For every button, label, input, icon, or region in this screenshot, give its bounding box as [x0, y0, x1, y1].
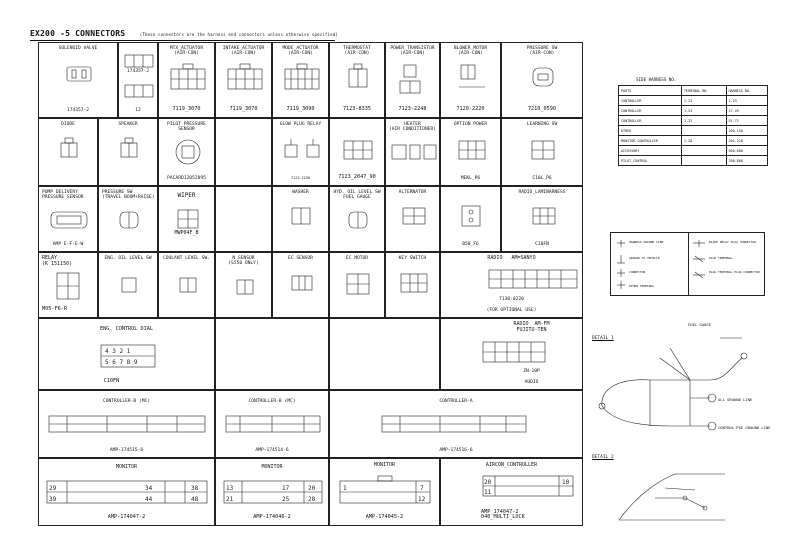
table-cell: 1-23 — [726, 96, 767, 106]
table-header: PARTS — [619, 86, 682, 96]
connector-icon — [455, 63, 489, 97]
cell-coolant-level — [158, 252, 215, 318]
cell-part: C10FN — [103, 378, 120, 385]
title-sub: (These connectors are the harness end connectors unless otherwise specified) — [139, 32, 338, 37]
connector-icon — [346, 207, 370, 233]
cell-monitor-1 — [38, 458, 215, 526]
cell-part: 174357-2 — [126, 69, 150, 74]
table-header-row — [619, 86, 768, 96]
cell-pressure-sw2 — [98, 186, 158, 252]
table-cell: CONTROLLER — [619, 106, 682, 116]
cell-n-sensor — [215, 252, 272, 318]
table-row — [619, 96, 768, 106]
cell-washer — [272, 186, 329, 252]
detail-2-drawing — [615, 468, 735, 528]
fuel-gauge-label: FUEL GAUGE — [688, 322, 711, 327]
cell-title: GLOW PLUG RELAY — [279, 122, 322, 127]
cell-radio-sanyo — [440, 252, 583, 318]
cell-solenoid-valve — [38, 42, 118, 118]
cell-eng-oil-level — [98, 252, 158, 318]
cell-empty — [215, 318, 329, 390]
pin: 48 — [191, 496, 199, 503]
cell-radio-fujitsu — [440, 318, 583, 390]
cell-part: AMP E-F-E-W — [52, 241, 84, 247]
cell-part: ZN-10P — [523, 369, 540, 374]
cell-part: AMP_174047-2 040_MULTI_LOCK — [481, 508, 525, 521]
cell-part: 7123_2047_90 — [338, 174, 376, 181]
table-row — [619, 136, 768, 146]
cell-glow-sw — [329, 118, 385, 186]
detail-2-label: DETAIL 2 — [592, 455, 614, 460]
table-cell: 1-23 — [682, 116, 727, 126]
table-header: HARNESS NO. — [726, 86, 767, 96]
cell-title: WIPER — [177, 192, 196, 199]
connector-icon — [530, 137, 556, 163]
side-table-title: SIDE HARNESS NO. — [636, 77, 677, 82]
connector-icon — [340, 133, 376, 165]
cell-part: 7130-0220 — [499, 297, 524, 302]
table-cell: 27-49 — [726, 106, 767, 116]
cell-pilot-pressure — [158, 118, 215, 186]
cell-part: 7123-2230 — [291, 176, 310, 181]
cell-part: AMP-174047-2 — [107, 514, 146, 521]
cell-title: EC MOTOR — [345, 256, 369, 261]
legend-label: GROUND TO VEHICLE — [629, 256, 660, 260]
table-cell — [682, 146, 727, 156]
cell-option-power — [440, 118, 501, 186]
table-cell: 201-228 — [726, 136, 767, 146]
table-row — [619, 106, 768, 116]
table-cell: 1-23 — [682, 96, 727, 106]
cell-title: PILOT PRESSURE SENSOR — [167, 122, 206, 133]
connector-icon — [289, 271, 315, 295]
cell-heater — [385, 118, 440, 186]
cell-title: CONTROLLER-A — [439, 399, 473, 404]
connector-icon — [390, 139, 438, 167]
cell-intake-actuator — [215, 42, 272, 118]
cell-title: N SENSOR (S550 ONLY) — [228, 256, 259, 267]
connector-icon — [47, 413, 209, 437]
cell-part: 7119_3070 — [229, 106, 258, 113]
table-cell: OTHER — [619, 126, 682, 136]
cell-monitor-2 — [215, 458, 329, 526]
cell-title — [441, 256, 582, 262]
connector-icon — [530, 203, 558, 229]
cell-title: ENG. OIL LEVEL SW — [104, 256, 152, 261]
connector-icon — [281, 133, 323, 165]
connector-icon — [117, 137, 141, 163]
cell-title: ENG. CONTROL DIAL — [99, 326, 154, 332]
connector-icon — [380, 413, 530, 437]
cell-title: ALTERNATOR — [398, 190, 427, 195]
connector-icon — [177, 273, 199, 295]
connector-icon — [530, 65, 556, 89]
cell-controller-b2 — [215, 390, 329, 458]
cell-part: 7119_3090 — [286, 106, 315, 113]
cell-part: 7123-8335 — [342, 106, 372, 113]
cell-speaker — [98, 118, 158, 186]
legend-box — [610, 232, 765, 296]
connector-icon — [396, 63, 432, 97]
connector-icon — [175, 205, 201, 231]
cell-title: WASHER — [292, 190, 309, 195]
connector-icon — [344, 269, 372, 299]
cell-part: AMP-174516-6 — [439, 447, 473, 453]
pin: 20 — [308, 485, 316, 492]
connector-icon — [457, 137, 487, 163]
table-cell: CONTROLLER — [619, 116, 682, 126]
cell-key-switch — [385, 252, 440, 318]
cell-title: EC SENSOR — [288, 256, 313, 261]
connector-icon — [117, 207, 141, 233]
table-cell — [682, 156, 727, 166]
table-row — [619, 156, 768, 166]
cell-part: AMP-174046-2 — [253, 514, 291, 521]
cell-eng-control-dial — [38, 318, 215, 390]
cell-wiper — [158, 186, 215, 252]
cell-part: MEKL_P6 — [460, 175, 481, 181]
table-cell: 51-72 — [726, 116, 767, 126]
control-ground-label: CONTROL PSE GROUND LINE — [718, 425, 771, 430]
cell-title: MONITOR — [261, 464, 283, 470]
cell-part: 12 — [135, 107, 141, 113]
pin: 1 — [343, 485, 347, 492]
cell-part: 050_F6 — [462, 241, 479, 247]
cell-power-transistor — [385, 42, 440, 118]
table-cell — [682, 126, 727, 136]
table-cell: 1-23 — [682, 106, 727, 116]
cell-title: POWER_TRANSISTOR (AIR-CON) — [390, 46, 435, 57]
cell-part: M05-F6-R — [42, 306, 67, 313]
cell-part: 7210_0590 — [527, 106, 557, 113]
cell-title: MODE_ACTUATOR (AIR-CON) — [282, 46, 319, 57]
cell-learning-sw — [501, 118, 583, 186]
eng-dial-connector — [99, 343, 157, 375]
cell-title: MONITOR — [115, 464, 138, 470]
pin: 11 — [484, 489, 492, 496]
connector-icon — [226, 63, 264, 93]
pin: 28 — [308, 496, 316, 503]
table-cell: CONTROLLER — [619, 96, 682, 106]
connector-icon — [289, 203, 313, 229]
connector-icon — [53, 269, 85, 303]
connector-icon — [346, 63, 370, 91]
cell-part: 7123-2248 — [398, 106, 427, 113]
pin: 17 — [282, 485, 290, 492]
connector-icon — [63, 63, 95, 85]
cell-part: 7119_3070 — [172, 106, 201, 113]
cell-mtx-actuator — [158, 42, 215, 118]
connector-icon — [57, 137, 81, 163]
cell-part: AMP-174514-6 — [255, 447, 289, 453]
cell-part: PACARD12052895 — [167, 175, 206, 181]
pin: 39 — [49, 496, 57, 503]
cell-glow-plug-relay — [272, 118, 329, 186]
cell-relay — [38, 252, 98, 318]
cell-hyd-oil-level — [329, 186, 385, 252]
connector-grid — [38, 42, 583, 526]
cell-part: 174357-2 — [66, 107, 90, 113]
legend-label: PLUG TERMINAL PLUG CONNECTOR — [709, 270, 760, 274]
cell-part: AUDIO — [524, 379, 539, 385]
connector-icon — [400, 203, 428, 229]
connector-icon — [338, 475, 434, 509]
pin: 12 — [418, 496, 426, 503]
cell-title: RADIO_LAMINARNESS — [518, 190, 566, 195]
cell-pressure-sw — [501, 42, 583, 118]
table-cell: 500-600 — [726, 146, 767, 156]
cell-diode — [38, 118, 98, 186]
connector-icon — [481, 473, 577, 501]
cell-mode-actuator — [272, 42, 329, 118]
cell-pump-delivery — [38, 186, 98, 252]
pin: 7 — [420, 485, 424, 492]
legend-label: HARNESS GROUND LINE — [629, 240, 664, 244]
cell-ec-motor — [329, 252, 385, 318]
ground-line-label: ALL GROUND LINE — [718, 397, 753, 402]
pin: 34 — [145, 485, 153, 492]
table-row — [619, 146, 768, 156]
table-header: TERMINAL NO. — [682, 86, 727, 96]
title-main: EX200 -5 CONNECTORS — [30, 29, 126, 38]
pin: 38 — [191, 485, 199, 492]
cell-title: PRESSURE SW (TRAVEL BOOM+RAISE) — [102, 190, 155, 201]
cell-part: C10L_P6 — [532, 175, 552, 181]
cell-monitor-3 — [329, 458, 440, 526]
page-title — [30, 30, 338, 38]
pin: 10 — [562, 479, 570, 486]
cell-note: (FOR OPTIONAL USE) — [486, 307, 537, 313]
cell-title: CONTROLLER-B (MC) — [102, 399, 151, 404]
cell-title: SOLENOID VALVE — [58, 46, 98, 51]
pin: 29 — [49, 485, 57, 492]
cell-horn — [440, 186, 501, 252]
table-cell: 700-800 — [726, 156, 767, 166]
cell-title: HYD. OIL LEVEL SW FUEL GAUGE — [333, 190, 381, 201]
cell-part: MWP04F_B — [174, 230, 199, 236]
table-row — [619, 116, 768, 126]
pin: 25 — [282, 496, 290, 503]
connector-icon — [45, 477, 209, 509]
table-row — [619, 126, 768, 136]
cell-title: CONTROLLER-B (MC) — [248, 399, 296, 404]
connector-icon — [49, 209, 89, 231]
cell-controller-a — [329, 390, 583, 458]
cell-title: SPEAKER — [118, 122, 138, 127]
pin: 5 6 7 8 9 — [105, 359, 138, 366]
legend-label: OTHER TERMINAL — [629, 284, 655, 288]
cell-part: AMP-174045-2 — [365, 514, 404, 521]
cell-title: PUMP DELIVERY PRESSURE SENSOR — [42, 190, 84, 201]
cell-empty — [215, 186, 272, 252]
table-cell: ACCESSORY — [619, 146, 682, 156]
table-cell: PILOT_CONTROL — [619, 156, 682, 166]
legend-label: BLADE RELAY PLUG CONNECTOR — [709, 240, 756, 244]
connector-icon — [222, 477, 326, 509]
cell-title: THERMOSTAT (AIR-CON) — [343, 46, 371, 57]
detail-1-label: DETAIL 1 — [592, 336, 614, 341]
cell-title: INTAKE_ACTUATOR (AIR-CON) — [222, 46, 265, 57]
cell-title: RADIO AM-FM FUJITU-TEN — [513, 321, 550, 333]
connector-icon — [119, 273, 139, 295]
cell-title: MTX_ACTUATOR (AIR-CON) — [169, 46, 204, 57]
table-cell: MONITOR CONTROLLER — [619, 136, 682, 146]
side-harness-table — [618, 85, 768, 166]
cell-empty — [329, 318, 440, 390]
cell-empty — [215, 118, 272, 186]
cell-part: AMP-174515-6 — [109, 447, 144, 453]
pin: 13 — [226, 485, 234, 492]
radio-maker: AM=SANYO — [511, 255, 536, 261]
legend-label: CONNECTOR — [629, 270, 646, 274]
cell-title: AIRCON_CONTROLLER — [485, 462, 538, 468]
table-cell: 1-28 — [682, 136, 727, 146]
cell-title: HEATER (AIR CONDITIONER) — [388, 122, 437, 133]
connector-icon — [224, 413, 324, 437]
cell-blower-motor — [440, 42, 501, 118]
legend-label: PLUG TERMINAL — [709, 256, 733, 260]
table-cell: 100-150 — [726, 126, 767, 136]
cell-part: C10FN — [535, 241, 549, 247]
cell-part: 7120-2220 — [456, 106, 485, 113]
cell-alternator — [385, 186, 440, 252]
connector-icon — [234, 275, 256, 297]
connector-icon — [398, 269, 430, 297]
cell-title: OPTION POWER — [453, 122, 488, 127]
pin: 44 — [145, 496, 153, 503]
cell-title: MONITOR — [373, 462, 396, 468]
pin: 20 — [484, 479, 492, 486]
cell-title: KEY SWITCH — [398, 256, 427, 261]
pin: 4 3 2 1 — [105, 348, 131, 355]
connector-icon — [173, 137, 203, 167]
cell-controller-b — [38, 390, 215, 458]
connector-icon — [283, 63, 321, 93]
connector-icon — [169, 63, 207, 93]
cell-aircon-small — [118, 42, 158, 118]
cell-title: COOLANT LEVEL SW. — [162, 256, 211, 261]
cell-aircon-controller — [440, 458, 583, 526]
cell-radio-harness — [501, 186, 583, 252]
connector-icon — [459, 203, 483, 231]
cell-title: RELAY (K 151150) — [42, 255, 73, 267]
radio-title: RADIO — [487, 255, 503, 261]
connector-icon — [487, 267, 581, 293]
connector-icon — [481, 339, 549, 365]
cell-thermostat — [329, 42, 385, 118]
cell-title: PRESSURE SW (AIR-CON) — [526, 46, 558, 57]
cell-title: LEARNING SW — [526, 122, 558, 127]
cell-title: DIODE — [61, 122, 75, 127]
cell-title: BLOWER_MOTOR (AIR-CON) — [453, 46, 488, 57]
title-underline — [30, 40, 335, 41]
pin: 21 — [226, 496, 234, 503]
cell-ec-sensor — [272, 252, 329, 318]
connector-icon — [123, 49, 155, 109]
